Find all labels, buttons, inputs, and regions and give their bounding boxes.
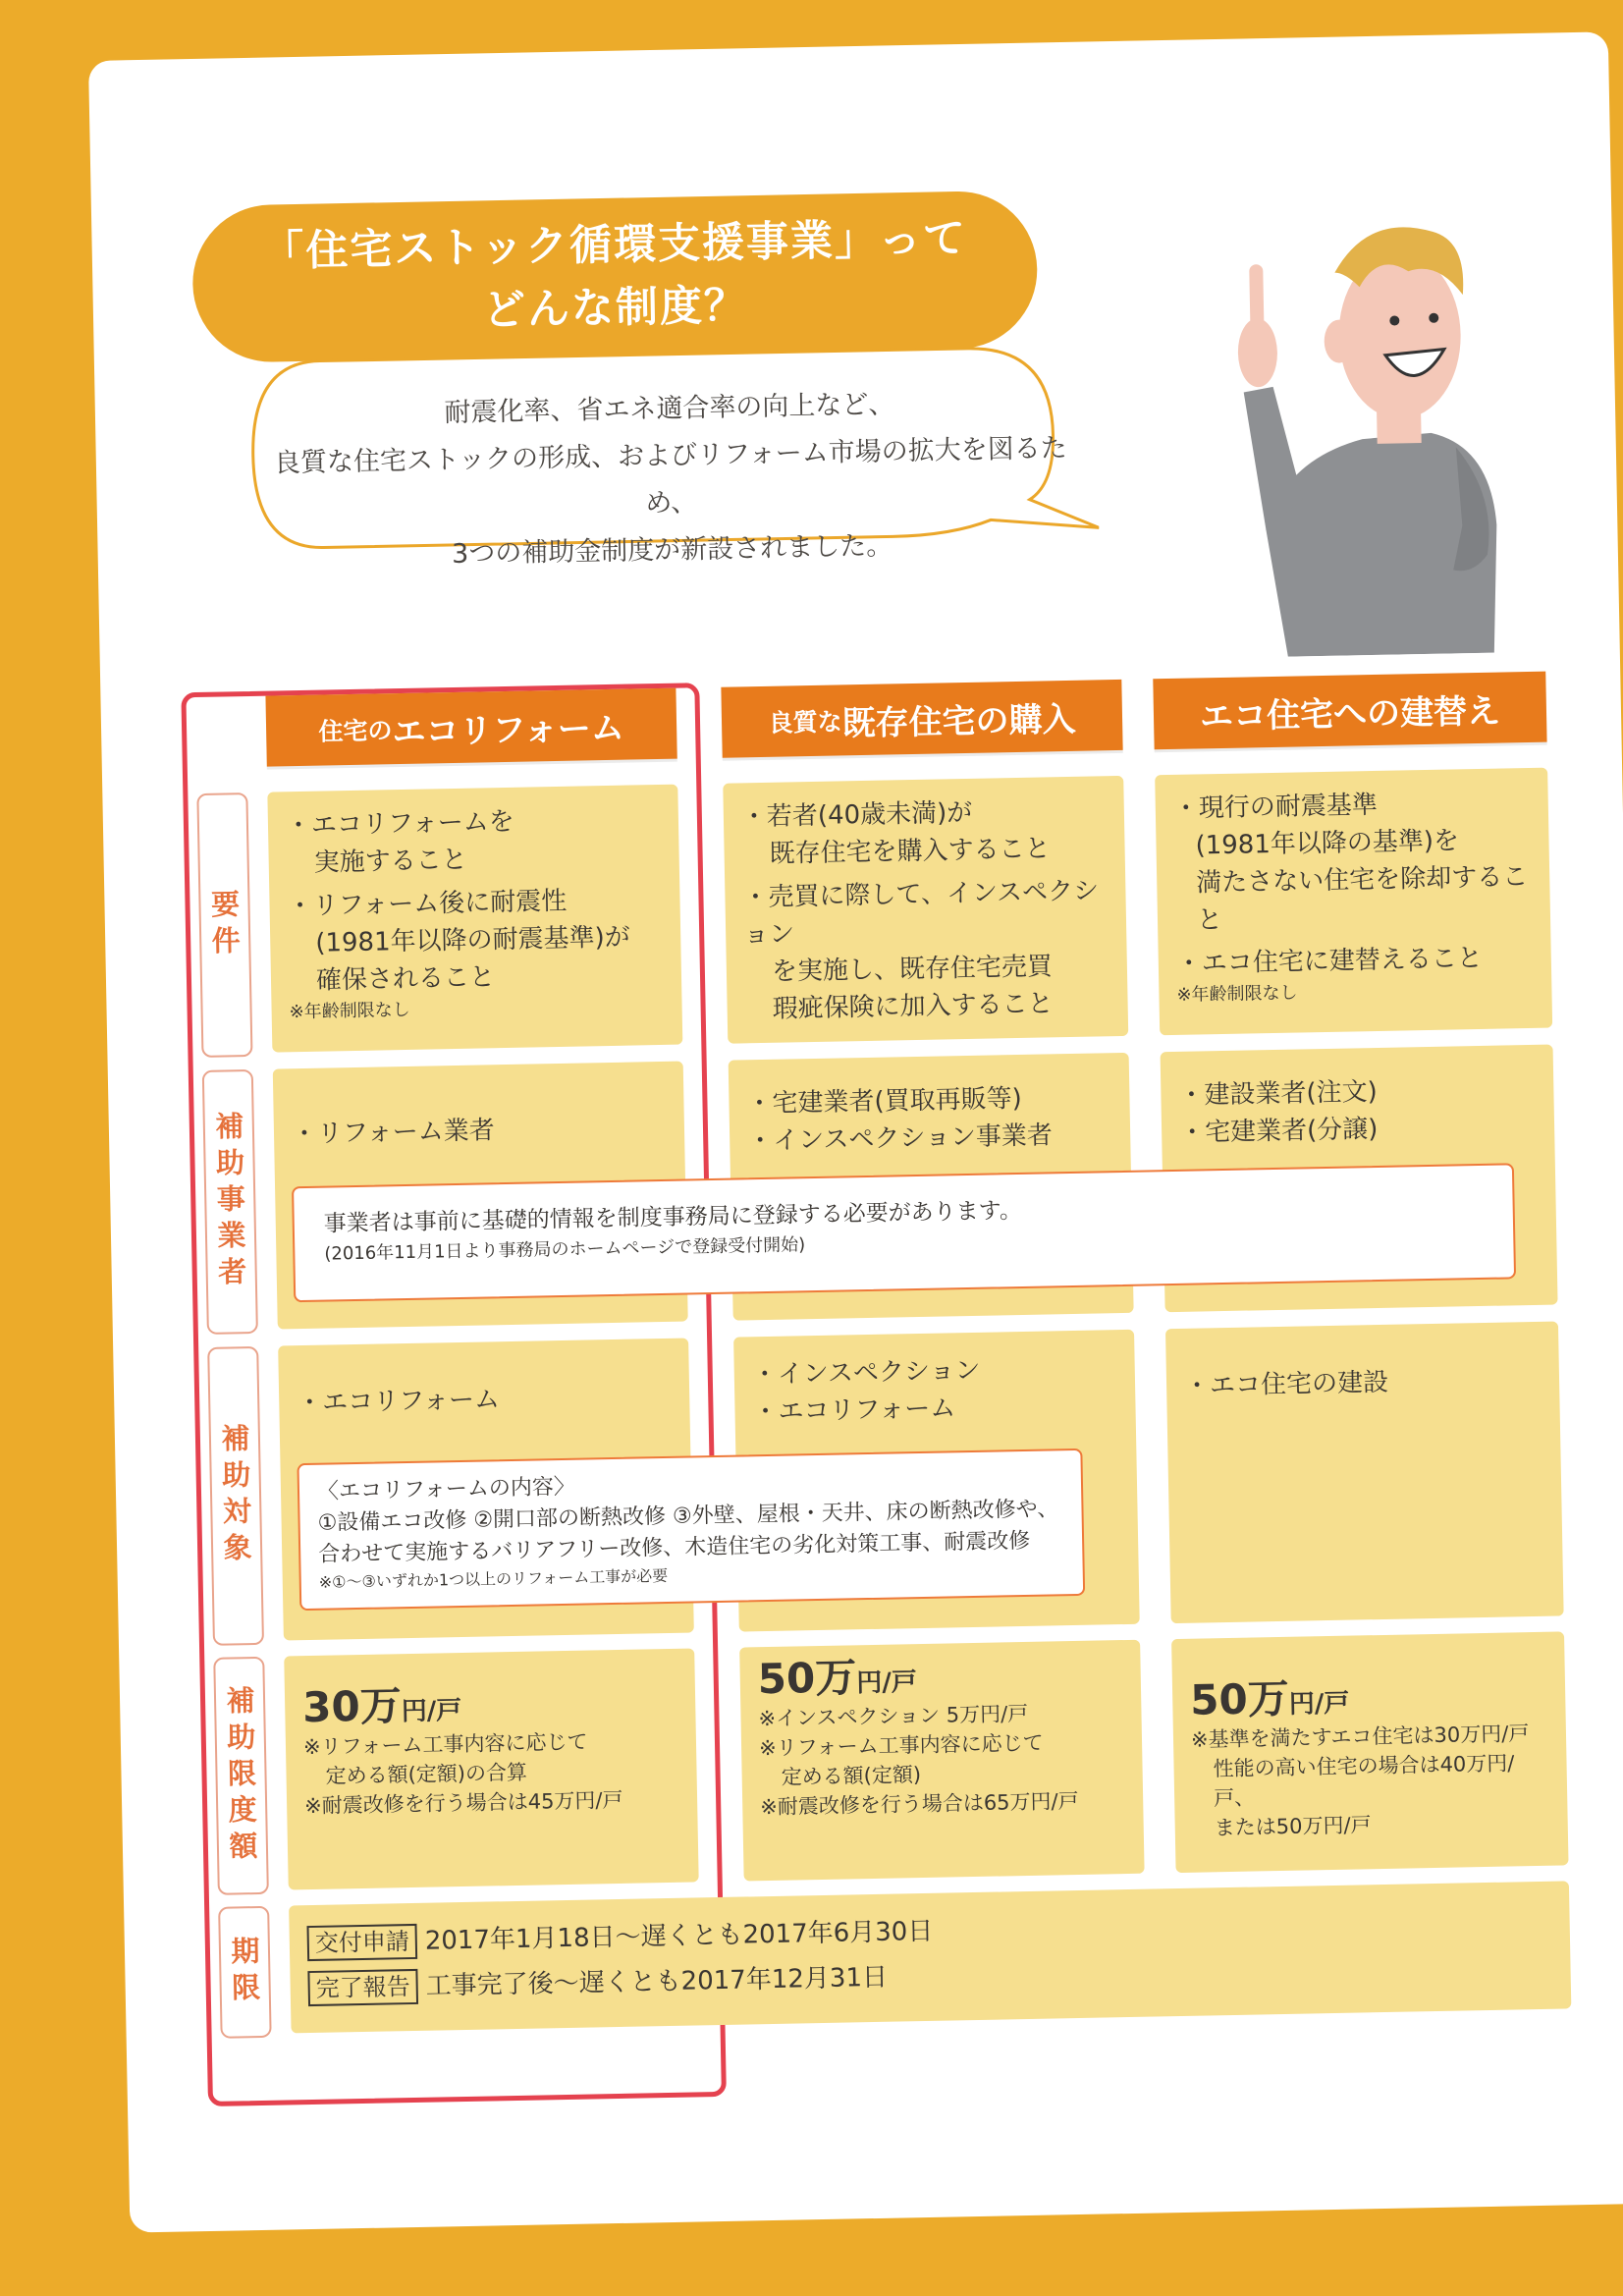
period-text-completion: 工事完了後～遅くとも2017年12月31日 xyxy=(425,1962,889,2001)
text-line: ・現行の耐震基準 xyxy=(1172,790,1379,824)
note-text: ※リフォーム工事内容に応じて xyxy=(758,1730,1044,1761)
intro-text xyxy=(262,378,1081,582)
note-text: 定める額(定額)の合算 xyxy=(325,1760,528,1788)
limit-amount: 50万 xyxy=(757,1653,857,1704)
notice-text: 事業者は事前に基礎的情報を制度事務局に登録する必要があります。 xyxy=(323,1197,1023,1237)
text-line: ・宅建業者(買取再販等) xyxy=(746,1083,1023,1120)
column-head-pre: 住宅の xyxy=(318,716,393,746)
note-text: ※リフォーム工事内容に応じて xyxy=(302,1729,588,1760)
period-text-application: 2017年1月18日～遅くとも2017年6月30日 xyxy=(424,1916,934,1956)
text-line: ・リフォーム後に耐震性 xyxy=(287,886,568,922)
column-head-main: 既存住宅の購入 xyxy=(841,699,1076,743)
flyer-page xyxy=(88,31,1623,2232)
note-text: ※年齢制限なし xyxy=(289,999,410,1023)
cell-limit-eco-reform xyxy=(284,1648,698,1889)
text-line: ・若者(40歳未満)が xyxy=(740,797,973,833)
row-label-limit: 補助限度額 xyxy=(213,1657,269,1895)
text-line: ・エコ住宅に建替えること xyxy=(1175,943,1484,979)
row-label-target: 補助対象 xyxy=(207,1346,264,1646)
text-line: ・エコ住宅の建設 xyxy=(1183,1367,1389,1401)
title-line-1: 「住宅ストック循環支援事業」って xyxy=(260,213,968,277)
box-title: 〈エコリフォームの内容〉 xyxy=(316,1474,576,1504)
column-head-eco-rebuild xyxy=(1153,672,1546,750)
cell-limit-existing-house xyxy=(739,1640,1144,1882)
cell-period xyxy=(289,1881,1571,2033)
text-line: (1981年以降の基準)を xyxy=(1195,826,1460,861)
intro-line-3: 3つの補助金制度が新設されました。 xyxy=(451,530,893,570)
eco-reform-content-box xyxy=(297,1449,1085,1611)
note-text: ※耐震改修を行う場合は65万円/戸 xyxy=(760,1788,1079,1820)
cell-requirement-eco-reform xyxy=(267,785,682,1053)
text-line: 既存住宅を購入すること xyxy=(769,834,1051,869)
box-line: 合わせて実施するバリアフリー改修、木造住宅の劣化対策工事、耐震改修 xyxy=(318,1528,1031,1567)
text-line: ・宅建業者(分譲) xyxy=(1178,1114,1379,1148)
box-note: ※①～③いずれか1つ以上のリフォーム工事が必要 xyxy=(318,1565,669,1592)
cell-requirement-existing-house xyxy=(723,776,1128,1044)
text-line: (1981年以降の耐震基準)が xyxy=(315,922,630,958)
cell-target-eco-rebuild xyxy=(1165,1321,1564,1623)
row-label-period: 期限 xyxy=(218,1906,272,2039)
intro-speech-bubble xyxy=(242,336,1100,570)
intro-line-2: 良質な住宅ストックの形成、およびリフォーム市場の拡大を図るため、 xyxy=(273,432,1067,519)
intro-line-1: 耐震化率、省エネ適合率の向上など、 xyxy=(444,389,895,429)
note-text: 性能の高い住宅の場合は40万円/戸、 xyxy=(1213,1751,1515,1811)
limit-unit: 円/戸 xyxy=(856,1667,918,1699)
column-head-existing-house xyxy=(721,680,1122,758)
man-pointing-illustration xyxy=(1220,200,1524,658)
text-line: ・リフォーム業者 xyxy=(291,1116,495,1150)
text-line: ・インスペクション xyxy=(751,1355,981,1391)
title-bubble xyxy=(191,191,1039,363)
note-text: ※基準を満たすエコ住宅は30万円/戸 xyxy=(1190,1722,1530,1752)
text-line: ・エコリフォームを xyxy=(285,806,514,842)
title-line-2: どんな制度？ xyxy=(482,281,749,336)
period-label-completion: 完了報告 xyxy=(307,1969,418,2006)
cell-requirement-eco-rebuild xyxy=(1155,768,1552,1036)
note-text: ※耐震改修を行う場合は45万円/戸 xyxy=(303,1787,623,1819)
limit-amount: 50万 xyxy=(1189,1673,1290,1724)
text-line: ・売買に際して、インスペクション xyxy=(742,876,1100,951)
text-line: を実施し、既存住宅売買 xyxy=(771,952,1054,987)
box-line: ①設備エコ改修 ②開口部の断熱改修 ③外壁、屋根・天井、床の断熱改修や、 xyxy=(317,1497,1059,1536)
row-label-business: 補助事業者 xyxy=(202,1069,258,1335)
text-line: ・エコリフォーム xyxy=(752,1394,956,1428)
cell-limit-eco-rebuild xyxy=(1171,1631,1568,1873)
text-line: 満たさない住宅を除却すること xyxy=(1195,862,1529,936)
notice-subtext: (2016年11月1日より事務局のホームページで登録受付開始) xyxy=(324,1234,806,1265)
note-text: ※年齢制限なし xyxy=(1176,982,1298,1006)
text-line: 実施すること xyxy=(313,845,467,878)
text-line: ・エコリフォーム xyxy=(296,1385,501,1419)
column-head-eco-reform xyxy=(265,688,676,767)
note-text: 定める額(定額) xyxy=(781,1763,922,1789)
registration-notice-box xyxy=(292,1163,1516,1302)
note-text: または50万円/戸 xyxy=(1214,1813,1372,1840)
note-text: ※インスペクション 5万円/戸 xyxy=(758,1701,1029,1731)
limit-unit: 円/戸 xyxy=(401,1696,462,1727)
row-label-requirement: 要件 xyxy=(196,793,252,1058)
period-label-application: 交付申請 xyxy=(306,1924,417,1961)
text-line: 瑕疵保険に加入すること xyxy=(772,989,1054,1024)
text-line: ・インスペクション事業者 xyxy=(746,1121,1054,1157)
text-line: ・建設業者(注文) xyxy=(1178,1076,1378,1111)
column-head-main: エコ住宅への建替え xyxy=(1199,691,1501,737)
limit-unit: 円/戸 xyxy=(1288,1688,1350,1720)
column-head-pre: 良質な xyxy=(768,707,842,738)
text-line: 確保されること xyxy=(315,962,496,996)
column-head-main: エコリフォーム xyxy=(392,708,625,752)
limit-amount: 30万 xyxy=(301,1681,403,1732)
